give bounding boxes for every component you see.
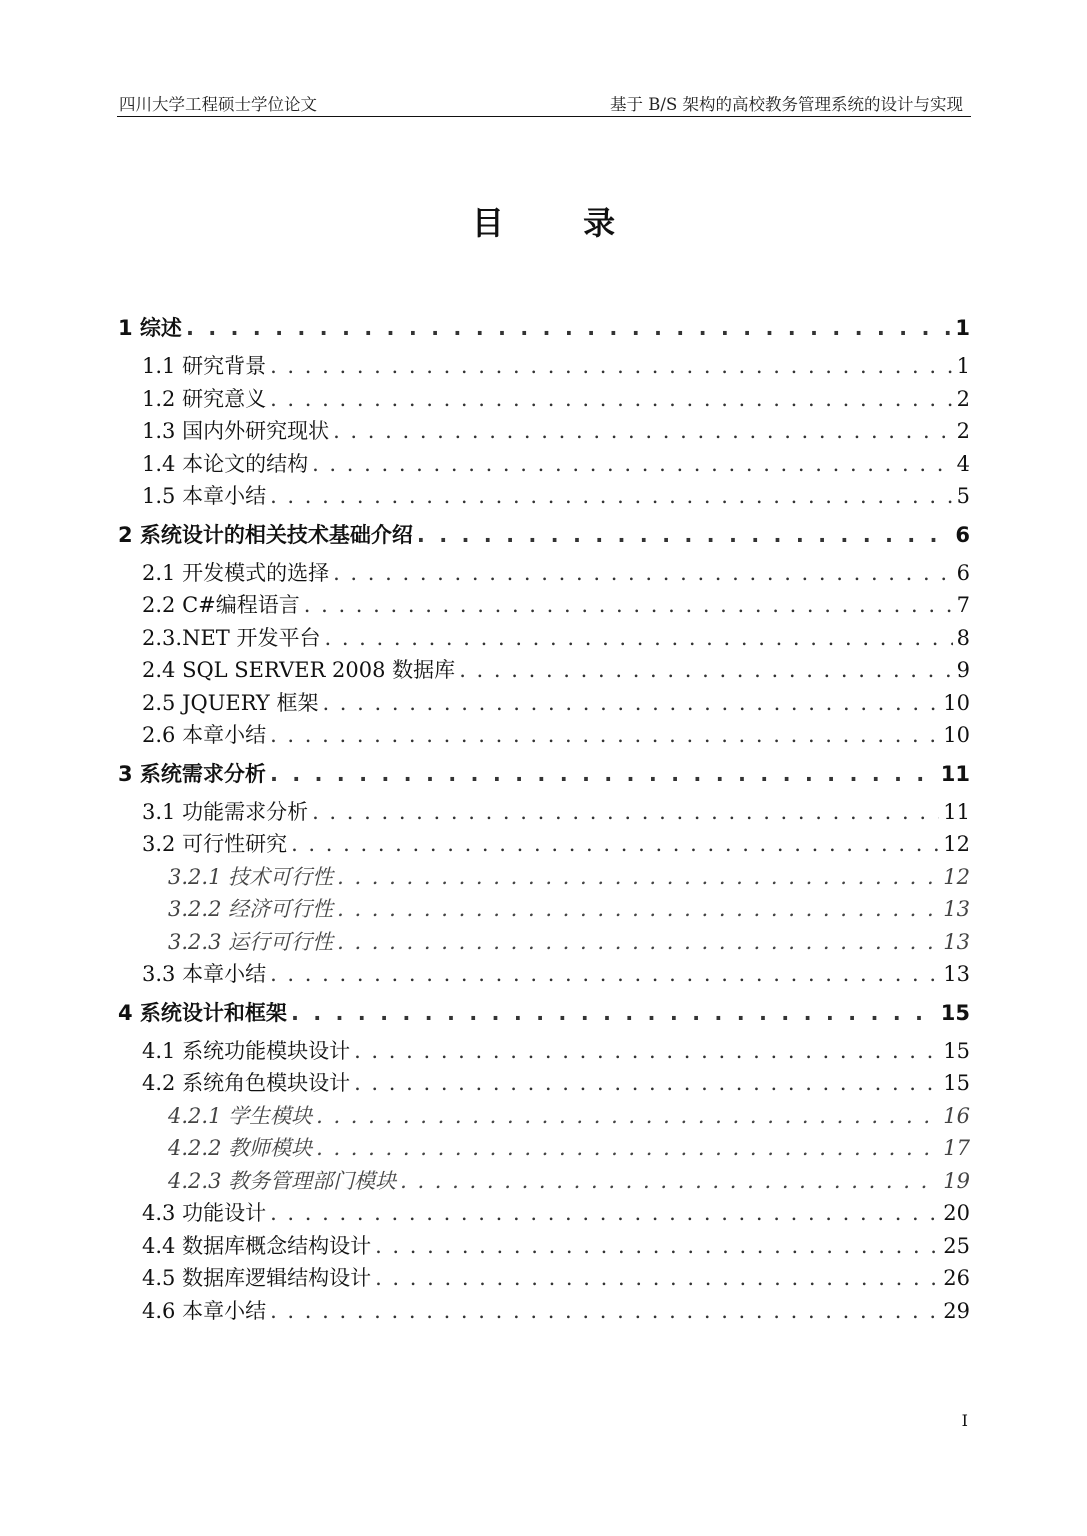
toc-leader-dots xyxy=(324,622,952,655)
toc-entry-page: 16 xyxy=(943,1103,970,1128)
toc-entry-label: 2.6 本章小结 xyxy=(142,723,267,747)
toc-leader-dots xyxy=(270,383,953,416)
page-number: I xyxy=(961,1411,968,1430)
toc-entry[interactable] xyxy=(118,654,970,687)
toc-entry[interactable] xyxy=(118,1197,970,1230)
toc-entry-page: 1 xyxy=(956,354,970,378)
toc-leader-dots xyxy=(270,480,953,513)
toc-leader-dots xyxy=(312,796,939,829)
toc-entry[interactable] xyxy=(118,1035,970,1068)
toc-leader-dots xyxy=(312,448,953,481)
toc-leader-dots xyxy=(270,350,953,383)
toc-leader-dots xyxy=(375,1262,939,1295)
toc-entry-label: 3.3 本章小结 xyxy=(142,962,267,986)
toc-entry-page: 26 xyxy=(943,1266,970,1290)
running-header xyxy=(117,86,971,117)
toc-leader-dots xyxy=(270,1197,939,1230)
toc-entry-page: 1 xyxy=(955,316,970,340)
toc-entry[interactable] xyxy=(118,1100,970,1133)
toc-entry[interactable] xyxy=(118,448,970,481)
toc-entry-label: 4.5 数据库逻辑结构设计 xyxy=(142,1266,372,1290)
toc-entry-page: 15 xyxy=(943,1071,970,1095)
toc-leader-dots xyxy=(337,926,939,959)
toc-entry-page: 5 xyxy=(956,484,970,508)
toc-entry-page: 20 xyxy=(943,1201,970,1225)
toc-entry-label: 3.2 可行性研究 xyxy=(142,832,288,856)
header-thesis-type: 四川大学工程硕士学位论文 xyxy=(119,95,317,114)
toc-entry[interactable] xyxy=(118,1230,970,1263)
toc-entry-label: 3 系统需求分析 xyxy=(118,761,266,786)
toc-entry-page: 29 xyxy=(943,1298,970,1323)
toc-entry[interactable] xyxy=(118,557,970,590)
toc-entry-page: 11 xyxy=(943,799,970,824)
toc-entry[interactable] xyxy=(118,958,970,991)
toc-entry-label: 2.3.NET 开发平台 xyxy=(142,625,321,650)
toc-entry-label: 4.2.2 教师模块 xyxy=(168,1136,313,1160)
toc-entry-page: 13 xyxy=(943,929,970,954)
toc-entry-label: 4.6 本章小结 xyxy=(142,1298,267,1323)
toc-entry-page: 2 xyxy=(956,419,970,443)
toc-entry[interactable] xyxy=(118,1262,970,1295)
toc-entry-label: 2.5 JQUERY 框架 xyxy=(142,690,319,715)
toc-entry-label: 4.2.1 学生模块 xyxy=(168,1103,313,1128)
toc-entry[interactable] xyxy=(118,589,970,622)
toc-entry-page: 15 xyxy=(940,1000,970,1025)
toc-entry-label: 4 系统设计和框架 xyxy=(118,1000,287,1025)
toc-entry-page: 12 xyxy=(943,864,970,889)
toc-entry-label: 2.1 开发模式的选择 xyxy=(142,560,330,585)
toc-entry-label: 1.1 研究背景 xyxy=(142,354,267,378)
toc-entry[interactable] xyxy=(118,687,970,720)
toc-entry-label: 1 综述 xyxy=(118,316,182,340)
toc-entry[interactable] xyxy=(118,480,970,513)
toc-entry-label: 1.2 研究意义 xyxy=(142,386,267,411)
toc-entry-page: 10 xyxy=(943,690,970,715)
toc-entry[interactable] xyxy=(118,306,970,350)
toc-entry[interactable] xyxy=(118,1165,970,1198)
toc-leader-dots xyxy=(459,654,952,687)
toc-entry[interactable] xyxy=(118,1295,970,1328)
toc-entry-page: 6 xyxy=(956,560,970,585)
toc-entry[interactable] xyxy=(118,1132,970,1165)
header-thesis-title: 基于 B/S 架构的高校教务管理系统的设计与实现 xyxy=(610,95,963,114)
toc-leader-dots xyxy=(316,1100,939,1133)
toc-leader-dots xyxy=(333,557,953,590)
toc-entry-label: 2.4 SQL SERVER 2008 数据库 xyxy=(142,658,456,682)
toc-entry-label: 1.5 本章小结 xyxy=(142,484,267,508)
toc-entry[interactable] xyxy=(118,383,970,416)
toc-entry-page: 19 xyxy=(943,1168,970,1193)
toc-entry[interactable] xyxy=(118,991,970,1035)
toc-entry-label: 3.2.2 经济可行性 xyxy=(168,897,334,921)
toc-leader-dots xyxy=(291,991,937,1035)
toc-entry[interactable] xyxy=(118,796,970,829)
toc-leader-dots xyxy=(316,1132,939,1165)
toc-entry-label: 3.1 功能需求分析 xyxy=(142,799,309,824)
toc-entry-label: 3.2.3 运行可行性 xyxy=(168,929,334,954)
toc-entry-label: 3.2.1 技术可行性 xyxy=(168,864,334,889)
toc-leader-dots xyxy=(270,752,937,796)
toc-entry-page: 8 xyxy=(956,625,970,650)
toc-entry-label: 4.2 系统角色模块设计 xyxy=(142,1071,351,1095)
toc-leader-dots xyxy=(337,893,939,926)
toc-leader-dots xyxy=(375,1230,939,1263)
toc-entry[interactable] xyxy=(118,926,970,959)
toc-entry-label: 4.1 系统功能模块设计 xyxy=(142,1038,351,1063)
toc-entry-label: 2 系统设计的相关技术基础介绍 xyxy=(118,522,413,547)
toc-leader-dots xyxy=(417,513,951,557)
toc-leader-dots xyxy=(354,1035,939,1068)
toc-entry[interactable] xyxy=(118,1067,970,1100)
toc-entry-page: 15 xyxy=(943,1038,970,1063)
toc-entry-label: 4.4 数据库概念结构设计 xyxy=(142,1233,372,1258)
toc-entry-page: 11 xyxy=(940,761,970,786)
toc-entry[interactable] xyxy=(118,893,970,926)
toc-entry-label: 4.3 功能设计 xyxy=(142,1201,267,1225)
toc-leader-dots xyxy=(291,828,939,861)
toc-entry[interactable] xyxy=(118,752,970,796)
table-of-contents xyxy=(118,306,970,1327)
toc-leader-dots xyxy=(186,306,951,350)
toc-entry[interactable] xyxy=(118,415,970,448)
toc-leader-dots xyxy=(270,719,939,752)
toc-entry-label: 4.2.3 教务管理部门模块 xyxy=(168,1168,397,1193)
toc-entry[interactable] xyxy=(118,828,970,861)
toc-entry[interactable] xyxy=(118,719,970,752)
toc-entry-page: 2 xyxy=(956,386,970,411)
toc-entry-label: 2.2 C#编程语言 xyxy=(142,593,300,617)
toc-entry-page: 9 xyxy=(956,658,970,682)
toc-entry-page: 17 xyxy=(943,1136,970,1160)
page-title: 目 录 xyxy=(471,204,650,242)
toc-entry-label: 1.3 国内外研究现状 xyxy=(142,419,330,443)
toc-leader-dots xyxy=(270,958,939,991)
toc-leader-dots xyxy=(400,1165,939,1198)
toc-entry-label: 1.4 本论文的结构 xyxy=(142,451,309,476)
toc-leader-dots xyxy=(270,1295,939,1328)
toc-entry[interactable] xyxy=(118,622,970,655)
toc-entry[interactable] xyxy=(118,350,970,383)
toc-leader-dots xyxy=(304,589,953,622)
toc-entry-page: 13 xyxy=(943,897,970,921)
toc-entry-page: 7 xyxy=(956,593,970,617)
toc-leader-dots xyxy=(333,415,953,448)
toc-leader-dots xyxy=(354,1067,939,1100)
toc-leader-dots xyxy=(322,687,939,720)
toc-entry[interactable] xyxy=(118,513,970,557)
toc-leader-dots xyxy=(337,861,939,894)
toc-entry-page: 10 xyxy=(943,723,970,747)
toc-entry[interactable] xyxy=(118,861,970,894)
toc-entry-page: 12 xyxy=(943,832,970,856)
toc-entry-page: 25 xyxy=(943,1233,970,1258)
toc-entry-page: 4 xyxy=(956,451,970,476)
toc-entry-page: 6 xyxy=(955,522,970,547)
toc-entry-page: 13 xyxy=(943,962,970,986)
